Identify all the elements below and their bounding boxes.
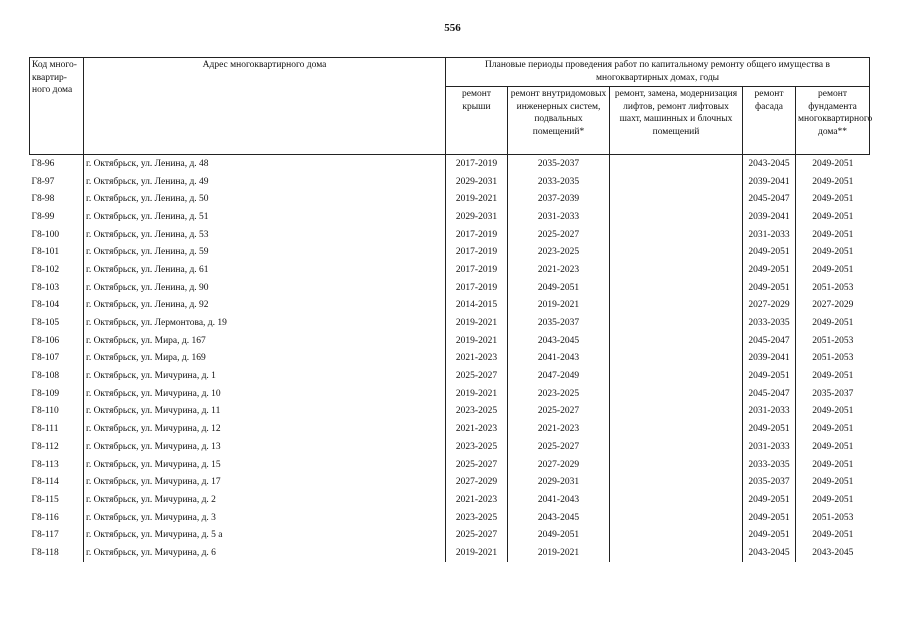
cell-address: г. Октябрьск, ул. Мичурина, д. 10 [84,385,446,403]
cell-facade: 2049-2051 [743,243,796,261]
cell-roof: 2019-2021 [446,332,508,350]
cell-systems: 2023-2025 [508,385,610,403]
cell-foundation: 2049-2051 [796,208,870,226]
cell-code: Г8-116 [31,512,59,523]
cell-foundation: 2049-2051 [796,403,870,421]
cell-roof: 2025-2027 [446,456,508,474]
cell-foundation: 2049-2051 [796,526,870,544]
table-row [30,332,870,350]
cell-facade: 2033-2035 [743,456,796,474]
cell-foundation: 2049-2051 [796,420,870,438]
cell-code: Г8-99 [31,211,55,222]
header-foundation: ремонт фундамента многоквартирного дома** [796,87,870,155]
cell-facade: 2039-2041 [743,208,796,226]
header-address: Адрес многоквартирного дома [84,58,446,155]
cell-foundation: 2051-2053 [796,509,870,527]
cell-roof: 2021-2023 [446,491,508,509]
table-header [30,58,873,155]
cell-facade: 2031-2033 [743,403,796,421]
cell-address: г. Октябрьск, ул. Ленина, д. 59 [84,243,446,261]
cell-roof: 2019-2021 [446,385,508,403]
cell-systems: 2029-2031 [508,473,610,491]
cell-systems: 2041-2043 [508,491,610,509]
table-row [30,155,870,173]
cell-facade: 2049-2051 [743,420,796,438]
cell-systems: 2043-2045 [508,332,610,350]
cell-lifts [610,350,743,368]
table-row [30,367,870,385]
cell-facade: 2045-2047 [743,332,796,350]
cell-lifts [610,403,743,421]
cell-address: г. Октябрьск, ул. Мичурина, д. 11 [84,403,446,421]
cell-code: Г8-117 [31,530,59,541]
cell-foundation: 2049-2051 [796,473,870,491]
cell-code: Г8-112 [31,441,59,452]
table-body [30,155,870,562]
cell-lifts [610,297,743,315]
cell-code: Г8-106 [31,335,60,346]
cell-roof: 2021-2023 [446,420,508,438]
cell-code: Г8-97 [31,176,55,187]
cell-lifts [610,420,743,438]
cell-roof: 2019-2021 [446,544,508,562]
cell-code: Г8-103 [31,282,60,293]
table-row [30,243,870,261]
cell-facade: 2049-2051 [743,279,796,297]
cell-foundation: 2049-2051 [796,438,870,456]
cell-lifts [610,279,743,297]
cell-roof: 2023-2025 [446,403,508,421]
cell-lifts [610,332,743,350]
cell-code: Г8-108 [31,371,60,382]
cell-code: Г8-113 [31,459,59,470]
cell-roof: 2014-2015 [446,297,508,315]
cell-roof: 2019-2021 [446,314,508,332]
cell-lifts [610,509,743,527]
cell-roof: 2029-2031 [446,208,508,226]
cell-facade: 2049-2051 [743,509,796,527]
cell-code: Г8-115 [31,494,59,505]
cell-systems: 2049-2051 [508,526,610,544]
page-number: 556 [444,22,461,34]
cell-code: Г8-105 [31,318,60,329]
cell-address: г. Октябрьск, ул. Мичурина, д. 12 [84,420,446,438]
cell-code: Г8-100 [31,229,60,240]
cell-address: г. Октябрьск, ул. Мичурина, д. 2 [84,491,446,509]
cell-systems: 2019-2021 [508,544,610,562]
cell-code: Г8-101 [31,247,60,258]
cell-address: г. Октябрьск, ул. Мира, д. 167 [84,332,446,350]
cell-systems: 2049-2051 [508,279,610,297]
cell-address: г. Октябрьск, ул. Мичурина, д. 13 [84,438,446,456]
table-row [30,279,870,297]
cell-code: Г8-114 [31,477,59,488]
cell-systems: 2035-2037 [508,314,610,332]
cell-lifts [610,491,743,509]
cell-address: г. Октябрьск, ул. Мичурина, д. 15 [84,456,446,474]
table-row [30,544,870,562]
header-code: Код много-квартир-ного дома [30,58,84,155]
cell-foundation: 2027-2029 [796,297,870,315]
header-systems: ремонт внутридомовых инженерных систем, подвальных помещений* [508,87,610,155]
cell-roof: 2023-2025 [446,438,508,456]
cell-facade: 2027-2029 [743,297,796,315]
cell-facade: 2045-2047 [743,385,796,403]
cell-address: г. Октябрьск, ул. Ленина, д. 48 [84,155,446,173]
cell-facade: 2049-2051 [743,526,796,544]
cell-systems: 2021-2023 [508,261,610,279]
cell-address: г. Октябрьск, ул. Ленина, д. 61 [84,261,446,279]
cell-address: г. Октябрьск, ул. Ленина, д. 51 [84,208,446,226]
cell-foundation: 2049-2051 [796,456,870,474]
cell-roof: 2019-2021 [446,190,508,208]
cell-foundation: 2049-2051 [796,367,870,385]
cell-lifts [610,385,743,403]
cell-address: г. Октябрьск, ул. Ленина, д. 90 [84,279,446,297]
cell-lifts [610,243,743,261]
header-roof: ремонт крыши [446,87,508,155]
cell-lifts [610,438,743,456]
cell-facade: 2043-2045 [743,544,796,562]
table-row [30,420,870,438]
cell-facade: 2039-2041 [743,173,796,191]
cell-roof: 2023-2025 [446,509,508,527]
header-periods: Плановые периоды проведения работ по капитальному ремонту общего имущества в многоквартирных домах, годы [446,58,870,87]
cell-address: г. Октябрьск, ул. Ленина, д. 50 [84,190,446,208]
cell-foundation: 2049-2051 [796,491,870,509]
header-lifts: ремонт, замена, модернизация лифтов, ремонт лифтовых шахт, машинных и блочных помещений [610,87,743,155]
table-row [30,226,870,244]
table-row [30,385,870,403]
table-row [30,403,870,421]
cell-systems: 2035-2037 [508,155,610,173]
capital-repair-table [29,57,873,562]
cell-code: Г8-96 [31,158,55,169]
cell-facade: 2043-2045 [743,155,796,173]
cell-facade: 2049-2051 [743,367,796,385]
cell-systems: 2037-2039 [508,190,610,208]
cell-foundation: 2049-2051 [796,261,870,279]
cell-foundation: 2049-2051 [796,314,870,332]
cell-facade: 2031-2033 [743,438,796,456]
table-row [30,438,870,456]
cell-foundation: 2049-2051 [796,155,870,173]
cell-systems: 2025-2027 [508,226,610,244]
cell-address: г. Октябрьск, ул. Ленина, д. 92 [84,297,446,315]
cell-foundation: 2051-2053 [796,279,870,297]
cell-lifts [610,155,743,173]
cell-code: Г8-102 [31,264,60,275]
cell-roof: 2017-2019 [446,243,508,261]
cell-systems: 2019-2021 [508,297,610,315]
cell-facade: 2035-2037 [743,473,796,491]
cell-lifts [610,314,743,332]
cell-address: г. Октябрьск, ул. Мичурина, д. 6 [84,544,446,562]
cell-lifts [610,473,743,491]
cell-systems: 2021-2023 [508,420,610,438]
cell-lifts [610,367,743,385]
cell-systems: 2025-2027 [508,403,610,421]
cell-systems: 2033-2035 [508,173,610,191]
cell-foundation: 2049-2051 [796,190,870,208]
table-row [30,509,870,527]
cell-systems: 2043-2045 [508,509,610,527]
cell-lifts [610,544,743,562]
cell-facade: 2031-2033 [743,226,796,244]
cell-address: г. Октябрьск, ул. Ленина, д. 53 [84,226,446,244]
cell-roof: 2027-2029 [446,473,508,491]
cell-roof: 2017-2019 [446,279,508,297]
cell-facade: 2049-2051 [743,491,796,509]
cell-systems: 2047-2049 [508,367,610,385]
cell-lifts [610,208,743,226]
cell-lifts [610,173,743,191]
cell-foundation: 2051-2053 [796,350,870,368]
cell-address: г. Октябрьск, ул. Мира, д. 169 [84,350,446,368]
cell-foundation: 2051-2053 [796,332,870,350]
cell-address: г. Октябрьск, ул. Мичурина, д. 3 [84,509,446,527]
table-row [30,173,870,191]
cell-address: г. Октябрьск, ул. Мичурина, д. 17 [84,473,446,491]
cell-facade: 2049-2051 [743,261,796,279]
cell-systems: 2025-2027 [508,438,610,456]
cell-roof: 2017-2019 [446,261,508,279]
table-row [30,473,870,491]
table-row [30,190,870,208]
cell-systems: 2041-2043 [508,350,610,368]
cell-lifts [610,526,743,544]
cell-code: Г8-109 [31,388,60,399]
cell-foundation: 2049-2051 [796,226,870,244]
table-row [30,314,870,332]
table-row [30,526,870,544]
cell-roof: 2017-2019 [446,155,508,173]
table-row [30,208,870,226]
cell-foundation: 2043-2045 [796,544,870,562]
cell-facade: 2039-2041 [743,350,796,368]
header-facade: ремонт фасада [743,87,796,155]
cell-code: Г8-104 [31,300,60,311]
cell-address: г. Октябрьск, ул. Ленина, д. 49 [84,173,446,191]
cell-systems: 2023-2025 [508,243,610,261]
cell-roof: 2021-2023 [446,350,508,368]
table-row [30,350,870,368]
cell-roof: 2025-2027 [446,367,508,385]
table-row [30,491,870,509]
cell-code: Г8-118 [31,547,59,558]
cell-lifts [610,190,743,208]
cell-address: г. Октябрьск, ул. Лермонтова, д. 19 [84,314,446,332]
cell-lifts [610,456,743,474]
table-row [30,456,870,474]
cell-foundation: 2049-2051 [796,173,870,191]
cell-foundation: 2035-2037 [796,385,870,403]
cell-facade: 2045-2047 [743,190,796,208]
cell-code: Г8-110 [31,406,59,417]
cell-code: Г8-98 [31,194,55,205]
table-row [30,261,870,279]
cell-code: Г8-107 [31,353,60,364]
cell-facade: 2033-2035 [743,314,796,332]
cell-roof: 2017-2019 [446,226,508,244]
cell-systems: 2027-2029 [508,456,610,474]
cell-roof: 2029-2031 [446,173,508,191]
cell-foundation: 2049-2051 [796,243,870,261]
cell-address: г. Октябрьск, ул. Мичурина, д. 5 а [84,526,446,544]
cell-lifts [610,261,743,279]
cell-lifts [610,226,743,244]
cell-address: г. Октябрьск, ул. Мичурина, д. 1 [84,367,446,385]
cell-code: Г8-111 [31,424,59,435]
cell-systems: 2031-2033 [508,208,610,226]
table-row [30,297,870,315]
cell-roof: 2025-2027 [446,526,508,544]
